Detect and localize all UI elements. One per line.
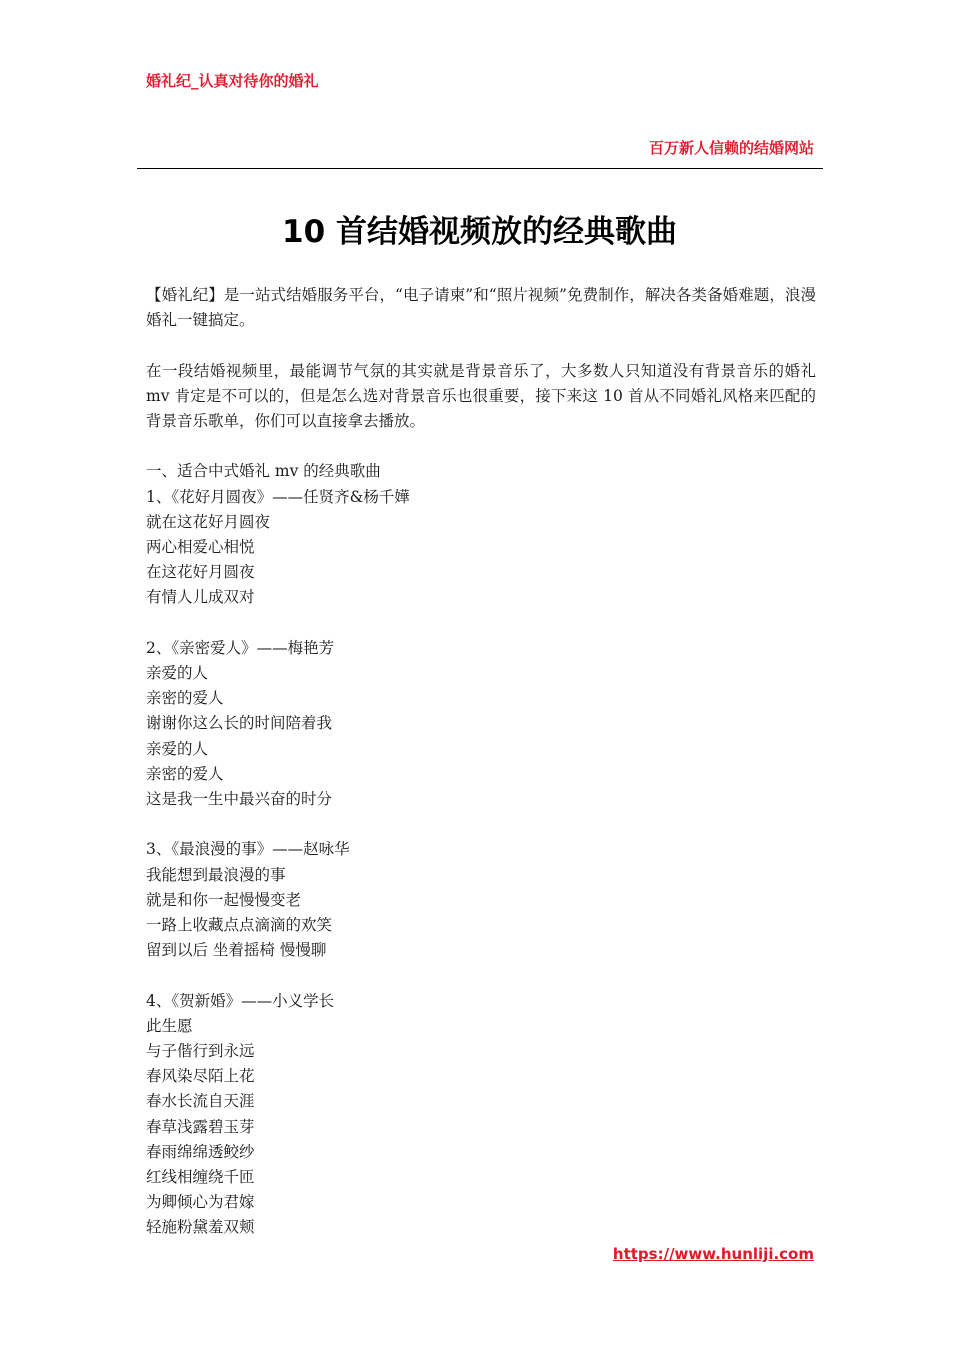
lyric-line: 谢谢你这么长的时间陪着我 bbox=[146, 714, 333, 733]
paragraph-gap bbox=[146, 333, 816, 358]
lyric-line: 留到以后 坐着摇椅 慢慢聊 bbox=[146, 941, 327, 960]
header-tagline: 百万新人信赖的结婚网站 bbox=[648, 139, 814, 157]
lyric-line: 一路上收藏点点滴滴的欢笑 bbox=[146, 916, 333, 935]
lyric-line: 红线相缠绕千匝 bbox=[146, 1168, 255, 1187]
lyric-line: 此生愿 bbox=[146, 1016, 193, 1035]
song-block bbox=[146, 989, 816, 1241]
song-title: 3、《最浪漫的事》——赵咏华 bbox=[146, 840, 350, 859]
lyric-line: 为卿倾心为君嫁 bbox=[146, 1193, 255, 1212]
paragraph-gap bbox=[146, 812, 816, 837]
document-title: 10 首结婚视频放的经典歌曲 bbox=[282, 214, 677, 250]
lyric-line: 与子偕行到永远 bbox=[146, 1042, 255, 1061]
paragraph-gap bbox=[146, 434, 816, 459]
lyric-line: 这是我一生中最兴奋的时分 bbox=[146, 790, 333, 809]
section-heading: 一、适合中式婚礼 mv 的经典歌曲 bbox=[146, 462, 381, 481]
lyric-line: 我能想到最浪漫的事 bbox=[146, 865, 286, 884]
lyric-line: 两心相爱心相悦 bbox=[146, 538, 255, 556]
lyric-line: 就在这花好月圆夜 bbox=[146, 512, 271, 531]
intro-paragraph: 在一段结婚视频里，最能调节气氛的其实就是背景音乐了，大多数人只知道没有背景音乐的婚礼 mv 肯定是不可以的，但是怎么选对背景音乐也很重要，接下来这 10 首从不同婚礼风格来匹配的背景音乐歌单，你们可以直接拿去播放。 bbox=[146, 361, 816, 430]
song-title: 4、《贺新婚》——小义学长 bbox=[146, 991, 335, 1010]
lyric-line: 就是和你一起慢慢变老 bbox=[146, 890, 302, 909]
lyric-line: 轻施粉黛羞双颊 bbox=[146, 1218, 255, 1237]
lyric-line: 春雨绵绵透鲛纱 bbox=[146, 1142, 255, 1161]
lyric-line: 有情人儿成双对 bbox=[146, 588, 255, 607]
lyric-line: 亲爱的人 bbox=[146, 739, 209, 758]
lyric-line: 春草浅露碧玉芽 bbox=[146, 1117, 255, 1136]
lyric-line: 在这花好月圆夜 bbox=[146, 563, 255, 582]
song-title: 2、《亲密爱人》——梅艳芳 bbox=[146, 638, 335, 657]
lyric-line: 亲爱的人 bbox=[146, 664, 209, 682]
song-block bbox=[146, 837, 816, 963]
intro-paragraph: 【婚礼纪】是一站式结婚服务平台，“电子请柬”和“照片视频”免费制作，解决各类备婚难题，浪漫婚礼一键搞定。 bbox=[146, 286, 816, 330]
song-title: 1、《花好月圆夜》——任贤齐&杨千嬅 bbox=[146, 487, 410, 506]
header-divider bbox=[137, 168, 823, 169]
document-body bbox=[146, 283, 816, 1241]
lyric-line: 春水长流自天涯 bbox=[146, 1092, 255, 1111]
footer-url-link[interactable]: https://www.hunliji.com bbox=[612, 1245, 814, 1263]
lyric-line: 亲密的爱人 bbox=[146, 764, 224, 783]
song-block bbox=[146, 485, 816, 611]
song-block bbox=[146, 636, 816, 812]
brand-header: 婚礼纪_认真对待你的婚礼 bbox=[146, 72, 319, 90]
paragraph-gap bbox=[146, 963, 816, 988]
lyric-line: 亲密的爱人 bbox=[146, 689, 224, 708]
lyric-line: 春风染尽陌上花 bbox=[146, 1067, 255, 1086]
paragraph-gap bbox=[146, 611, 816, 636]
